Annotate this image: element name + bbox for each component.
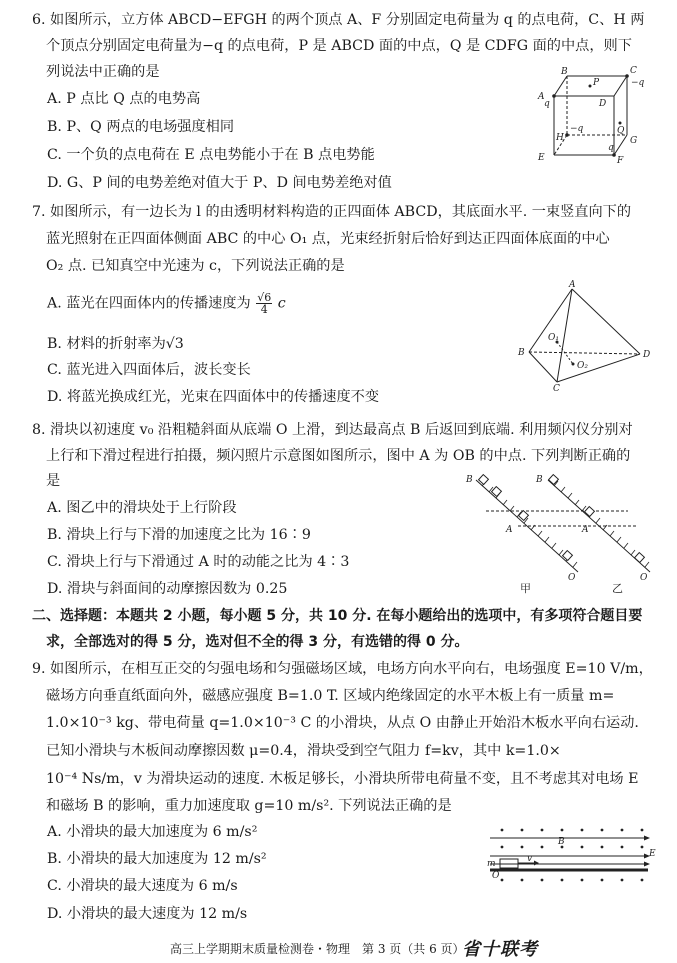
q6-fig-label-f: F	[617, 156, 624, 166]
q7-line3: O₂ 点. 已知真空中光速为 c，下列说法正确的是	[46, 258, 345, 274]
q7-option-b: B. 材料的折射率为√3	[47, 336, 184, 352]
q9-option-c: C. 小滑块的最大速度为 6 m/s	[47, 878, 238, 894]
q6-fig-label-q-point: Q	[617, 126, 625, 136]
q9-fig-label-b: B	[558, 837, 565, 847]
q9-line5: 10⁻⁴ Ns/m，v 为滑块运动的速度. 木板足够长，小滑块所带电荷量不变，且不考虑其对电场 E	[46, 771, 639, 787]
q7-fig-label-o1: O₁	[548, 333, 559, 343]
q7-fraction-numerator: √6	[257, 291, 272, 304]
q6-fig-label-g: G	[630, 136, 638, 146]
q7-fig-label-a: A	[569, 280, 576, 290]
q7-line2: 蓝光照射在正四面体侧面 ABC 的中心 O₁ 点，光束经折射后恰好到达正四面体底面的中心	[46, 231, 610, 247]
q6-fig-label-h: H	[556, 133, 564, 143]
q8-option-b: B. 滑块上行与下滑的加速度之比为 16∶9	[47, 527, 311, 543]
q9-fig-label-v: v	[527, 854, 533, 864]
q6-cube-figure	[532, 68, 652, 168]
q7-fraction	[256, 292, 272, 315]
q8-fig-label-a2: A	[582, 525, 589, 535]
q6-fig-label-q-f: q	[608, 143, 614, 153]
q6-line1: 6. 如图所示，立方体 ABCD−EFGH 的两个顶点 A、F 分别固定电荷量为 q 的点电荷，C、H 两	[32, 12, 645, 28]
q7-option-d: D. 将蓝光换成红光，光束在四面体中的传播速度不变	[47, 389, 380, 405]
q8-fig-label-yi: 乙	[612, 582, 623, 595]
q8-fig-label-o: O	[568, 573, 576, 583]
q9-fig-label-e: E	[649, 849, 656, 859]
q9-line4: 已知小滑块与木板间动摩擦因数 μ=0.4，滑块受到空气阻力 f=kv，其中 k=1.0×	[46, 743, 561, 759]
q6-option-c: C. 一个负的点电荷在 E 点电势能小于在 B 点电势能	[47, 147, 375, 163]
q8-fig-label-b: B	[466, 475, 473, 485]
q6-line3: 列说法中正确的是	[46, 64, 160, 80]
q9-line6: 和磁场 B 的影响，重力加速度取 g=10 m/s². 下列说法正确的是	[46, 798, 452, 814]
q8-incline-figure	[458, 470, 658, 595]
q8-line2: 上行和下滑过程进行拍摄，频闪照片示意图如图所示，图中 A 为 OB 的中点. 下列判断正确的	[46, 448, 631, 464]
q6-option-b: B. P、Q 两点的电场强度相同	[47, 119, 235, 135]
q6-fig-label-p: P	[593, 78, 600, 88]
q8-fig-label-b2: B	[536, 475, 543, 485]
q7-option-a	[47, 292, 286, 315]
q8-fig-label-o2: O	[640, 573, 648, 583]
q7-fig-label-d: D	[643, 350, 651, 360]
q8-line1: 8. 滑块以初速度 v₀ 沿粗糙斜面从底端 O 上滑，到达最高点 B 后返回到底端. 利用频闪仪分别对	[32, 422, 633, 438]
q9-fig-label-m: m	[487, 859, 496, 869]
q6-fig-label-a: A	[538, 92, 545, 102]
q6-fig-label-negq-h: −q	[570, 124, 584, 134]
q7-line1: 7. 如图所示，有一边长为 l 的由透明材料构造的正四面体 ABCD，其底面水平. 一束竖直向下的	[32, 204, 632, 220]
q7-option-a-c: c	[277, 295, 286, 312]
page-footer: 高三上学期期末质量检测卷・物理 第 3 页（共 6 页）	[170, 942, 465, 956]
q8-option-c: C. 滑块上行与下滑通过 A 时的动能之比为 4∶3	[47, 554, 350, 570]
q7-option-c: C. 蓝光进入四面体后，波长变长	[47, 362, 251, 378]
q8-line3: 是	[46, 473, 61, 489]
q9-field-figure	[482, 822, 657, 887]
section2-heading-line2: 求，全部选对的得 5 分，选对但不全的得 3 分，有选错的得 0 分。	[46, 634, 469, 650]
q9-line1: 9. 如图所示，在相互正交的匀强电场和匀强磁场区域，电场方向水平向右，电场强度 E=10 V/m，	[32, 661, 653, 677]
q6-option-a: A. P 点比 Q 点的电势高	[47, 91, 201, 107]
q9-line2: 磁场方向垂直纸面向外，磁感应强度 B=1.0 T. 区域内绝缘固定的水平木板上有一质量 m=	[46, 688, 615, 704]
q9-fig-label-o: O	[492, 871, 500, 881]
q8-option-a: A. 图乙中的滑块处于上行阶段	[47, 500, 237, 516]
q7-option-a-text: A. 蓝光在四面体内的传播速度为	[47, 295, 251, 312]
q6-fig-label-c: C	[630, 66, 637, 76]
q7-fig-label-b: B	[518, 348, 525, 358]
q7-tetrahedron-figure	[515, 282, 665, 392]
q6-line2: 个顶点分别固定电荷量为−q 的点电荷，P 是 ABCD 面的中点，Q 是 CDFG 面的中点，则下	[46, 38, 632, 54]
q6-fig-label-q-a: q	[544, 99, 550, 109]
q6-option-d: D. G、P 间的电势差绝对值大于 P、D 间电势差绝对值	[47, 175, 392, 191]
q6-fig-label-negq-c: −q	[631, 78, 645, 88]
q9-option-a: A. 小滑块的最大加速度为 6 m/s²	[47, 824, 258, 840]
q7-fig-label-o2: O₂	[577, 361, 588, 371]
q9-option-d: D. 小滑块的最大速度为 12 m/s	[47, 906, 248, 922]
q6-fig-label-e: E	[538, 153, 545, 163]
q6-fig-label-d: D	[599, 99, 607, 109]
q9-line3: 1.0×10⁻³ kg、带电荷量 q=1.0×10⁻³ C 的小滑块，从点 O 由静止开始沿木板水平向右运动.	[46, 715, 639, 731]
q8-fig-label-a: A	[506, 525, 513, 535]
q9-option-b: B. 小滑块的最大加速度为 12 m/s²	[47, 851, 267, 867]
q8-fig-label-jia: 甲	[520, 582, 531, 595]
publisher-stamp: 省十联考	[462, 939, 538, 960]
q6-fig-label-b: B	[561, 67, 568, 77]
q7-fig-label-c: C	[553, 384, 560, 394]
section2-heading-line1: 二、选择题：本题共 2 小题，每小题 5 分，共 10 分. 在每小题给出的选项中，有多项符合题目要	[32, 608, 643, 624]
q7-fraction-denominator: 4	[260, 303, 268, 316]
q8-option-d: D. 滑块与斜面间的动摩擦因数为 0.25	[47, 581, 288, 597]
